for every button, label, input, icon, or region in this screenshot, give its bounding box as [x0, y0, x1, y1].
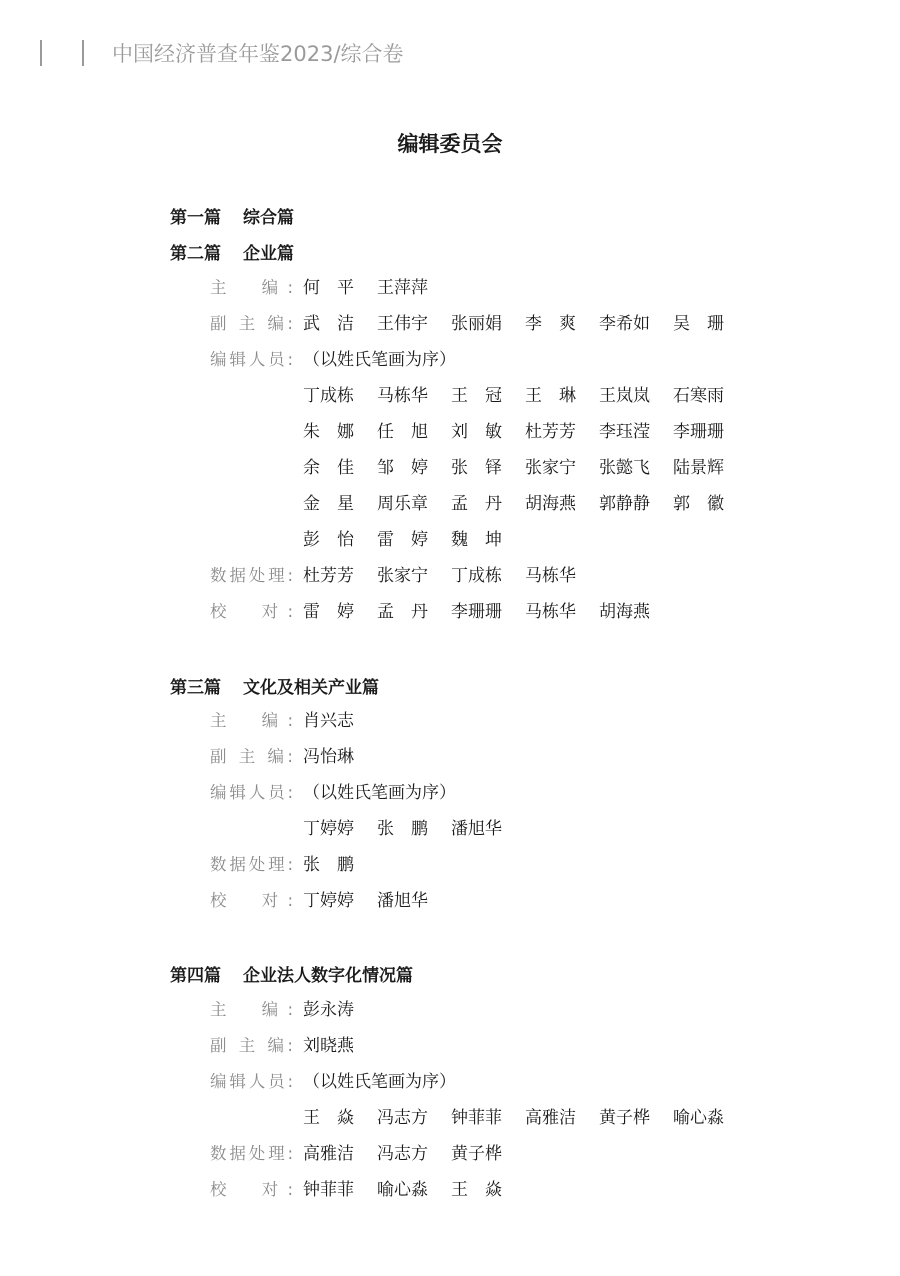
person-name: 丁成栋 — [451, 566, 502, 586]
staff-names-row — [303, 456, 747, 480]
person-name: 吴 珊 — [673, 314, 724, 334]
person-name: 郭 徽 — [673, 494, 724, 514]
role-label: 编辑人员: — [210, 783, 293, 802]
data-processing-row — [210, 1142, 525, 1166]
person-name: 潘旭华 — [377, 891, 428, 911]
person-name: 李 爽 — [525, 314, 576, 334]
person-name: 钟菲菲 — [451, 1108, 502, 1128]
person-name: 孟 丹 — [377, 602, 428, 622]
role-label: 编辑人员: — [210, 350, 293, 369]
staff-names-row — [303, 817, 525, 841]
proofreading-row — [210, 1178, 525, 1202]
role-label: 副 主 编: — [210, 1036, 293, 1055]
person-name: 张 鹏 — [377, 819, 428, 839]
role-label: 数据处理: — [210, 855, 293, 874]
person-name: 冯怡琳 — [303, 747, 354, 767]
person-name: 马栋华 — [377, 386, 428, 406]
name-list — [303, 312, 747, 336]
person-name: 喻心淼 — [377, 1180, 428, 1200]
person-name: 孟 丹 — [451, 494, 502, 514]
staff-names-row — [303, 492, 747, 516]
person-name: 张懿飞 — [599, 458, 650, 478]
name-list — [303, 1178, 525, 1202]
person-name: 丁成栋 — [303, 386, 354, 406]
staff-names-row — [303, 528, 525, 552]
person-name: 杜芳芳 — [303, 566, 354, 586]
person-name: 王 琳 — [525, 386, 576, 406]
role-label: 主 编: — [210, 711, 293, 730]
deputy-editor-row — [210, 1034, 377, 1058]
role-label: 数据处理: — [210, 1144, 293, 1163]
part-name: 综合篇 — [243, 208, 294, 228]
part-3-title — [170, 673, 379, 698]
name-list — [303, 998, 377, 1022]
ordering-note: （以姓氏笔画为序） — [303, 1072, 456, 1092]
role-label: 校 对: — [210, 891, 293, 910]
proofreading-row — [210, 889, 451, 913]
part-number: 第三篇 — [170, 678, 221, 698]
chief-editor-row — [210, 709, 377, 733]
staff-names-row — [303, 384, 747, 408]
person-name: 高雅洁 — [303, 1144, 354, 1164]
person-name: 胡海燕 — [599, 602, 650, 622]
person-name: 钟菲菲 — [303, 1180, 354, 1200]
person-name: 杜芳芳 — [525, 422, 576, 442]
part-name: 企业篇 — [243, 244, 294, 264]
person-name: 冯志方 — [377, 1144, 428, 1164]
person-name: 余 佳 — [303, 458, 354, 478]
person-name: 张丽娟 — [451, 314, 502, 334]
ordering-note: （以姓氏笔画为序） — [303, 783, 456, 803]
role-label: 数据处理: — [210, 566, 293, 585]
person-name: 马栋华 — [525, 566, 576, 586]
part-number: 第四篇 — [170, 966, 221, 986]
person-name: 张家宁 — [377, 566, 428, 586]
person-name: 雷 婷 — [377, 530, 428, 550]
person-name: 王萍萍 — [377, 278, 428, 298]
person-name: 李希如 — [599, 314, 650, 334]
part-number: 第一篇 — [170, 208, 221, 228]
person-name: 李珊珊 — [673, 422, 724, 442]
name-list — [303, 1142, 525, 1166]
person-name: 魏 坤 — [451, 530, 502, 550]
person-name: 黄子桦 — [599, 1108, 650, 1128]
role-label: 编辑人员: — [210, 1072, 293, 1091]
person-name: 潘旭华 — [451, 819, 502, 839]
name-list — [303, 600, 673, 624]
part-name: 文化及相关产业篇 — [243, 678, 379, 698]
chief-editor-row — [210, 276, 451, 300]
page-title: 编辑委员会 — [397, 132, 503, 156]
person-name: 张家宁 — [525, 458, 576, 478]
chief-editor-row — [210, 998, 377, 1022]
role-label: 副 主 编: — [210, 314, 293, 333]
person-name: 朱 娜 — [303, 422, 354, 442]
running-head: 中国经济普查年鉴2023/综合卷 — [112, 42, 404, 66]
person-name: 周乐章 — [377, 494, 428, 514]
person-name: 黄子桦 — [451, 1144, 502, 1164]
name-list — [303, 564, 599, 588]
deputy-editor-row — [210, 745, 377, 769]
person-name: 石寒雨 — [673, 386, 724, 406]
name-list — [303, 709, 377, 733]
person-name: 任 旭 — [377, 422, 428, 442]
person-name: 郭静静 — [599, 494, 650, 514]
data-processing-row — [210, 564, 599, 588]
role-label: 主 编: — [210, 1000, 293, 1019]
person-name: 李珏滢 — [599, 422, 650, 442]
deputy-editor-row — [210, 312, 747, 336]
staff-names-row — [303, 420, 747, 444]
person-name: 陆景辉 — [673, 458, 724, 478]
part-name: 企业法人数字化情况篇 — [243, 966, 413, 986]
person-name: 王 冠 — [451, 386, 502, 406]
person-name: 彭 怡 — [303, 530, 354, 550]
role-label: 副 主 编: — [210, 747, 293, 766]
person-name: 胡海燕 — [525, 494, 576, 514]
person-name: 张 铎 — [451, 458, 502, 478]
person-name: 张 鹏 — [303, 855, 354, 875]
proofreading-row — [210, 600, 673, 624]
header-rule-right — [82, 40, 84, 66]
name-list — [303, 745, 377, 769]
person-name: 喻心淼 — [673, 1108, 724, 1128]
name-list — [303, 276, 451, 300]
role-label: 主 编: — [210, 278, 293, 297]
person-name: 王 焱 — [451, 1180, 502, 1200]
part-4-title — [170, 961, 413, 986]
person-name: 王岚岚 — [599, 386, 650, 406]
person-name: 王 焱 — [303, 1108, 354, 1128]
person-name: 冯志方 — [377, 1108, 428, 1128]
name-list — [303, 1034, 377, 1058]
person-name: 金 星 — [303, 494, 354, 514]
person-name: 邹 婷 — [377, 458, 428, 478]
person-name: 何 平 — [303, 278, 354, 298]
person-name: 雷 婷 — [303, 602, 354, 622]
person-name: 刘 敏 — [451, 422, 502, 442]
person-name: 彭永涛 — [303, 1000, 354, 1020]
editorial-staff-row — [210, 781, 456, 805]
person-name: 丁婷婷 — [303, 891, 354, 911]
person-name: 李珊珊 — [451, 602, 502, 622]
person-name: 高雅洁 — [525, 1108, 576, 1128]
person-name: 肖兴志 — [303, 711, 354, 731]
person-name: 刘晓燕 — [303, 1036, 354, 1056]
staff-names-row — [303, 1106, 747, 1130]
part-1-title — [170, 203, 294, 228]
ordering-note: （以姓氏笔画为序） — [303, 350, 456, 370]
part-number: 第二篇 — [170, 244, 221, 264]
person-name: 王伟宇 — [377, 314, 428, 334]
header-rule-left — [40, 40, 42, 66]
name-list — [303, 853, 377, 877]
role-label: 校 对: — [210, 602, 293, 621]
person-name: 马栋华 — [525, 602, 576, 622]
name-list — [303, 889, 451, 913]
part-2-title — [170, 239, 294, 264]
editorial-staff-row — [210, 348, 456, 372]
person-name: 武 洁 — [303, 314, 354, 334]
person-name: 丁婷婷 — [303, 819, 354, 839]
editorial-staff-row — [210, 1070, 456, 1094]
role-label: 校 对: — [210, 1180, 293, 1199]
data-processing-row — [210, 853, 377, 877]
